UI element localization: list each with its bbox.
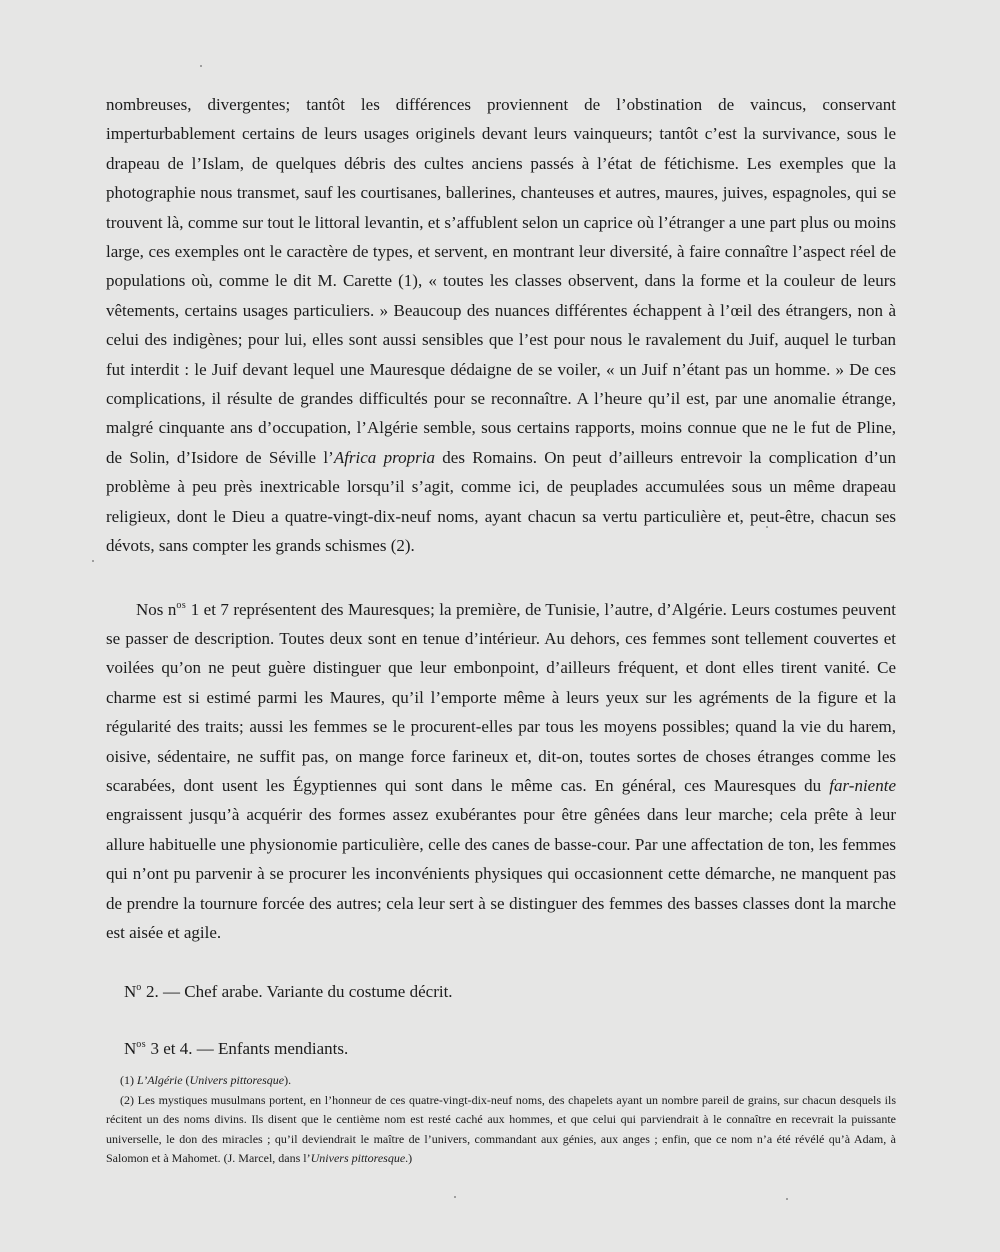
item-2-text: 2. — Chef arabe. Variante du costume décrit. <box>141 982 453 1002</box>
footnote-1 <box>106 1071 896 1091</box>
footnote-2-italic: Univers pittoresque <box>310 1151 406 1165</box>
item-2-superscript: o <box>136 982 142 994</box>
paper-speck <box>200 65 202 67</box>
footnote-1-source: Univers pittoresque <box>189 1073 285 1087</box>
paragraph-2 <box>106 591 896 948</box>
footnote-2-end: .) <box>405 1151 413 1165</box>
paragraph-1-text: nombreuses, divergentes; tantôt les différences proviennent de l’obstination de vaincus, conservant imperturbablement certains de leurs usages originels devant leurs vainqueurs; tantôt c’est la survivance, sous le drapeau de l’Islam, de quelques débris des cultes anciens passés à l’état de fétichisme. Les exemples que la photographie nous transmet, sauf les courtisanes, ballerines, chanteuses et autres, maures, juives, espagnoles, qui se trouvent là, comme sur tout le littoral levantin, et s’affublent selon un caprice où l’étranger a une part plus ou moins large, ces exemples ont le caractère de types, et servent, en montrant leur diversité, à faire connaître l’aspect réel de populations où, comme le dit M. Carette (1), « toutes les classes observent, dans la forme et la couleur de leurs vêtements, certains usages particuliers. » Beaucoup des nuances différentes échappent à l’œil des étrangers, non à celui des indigènes; pour lui, elles sont aussi sensibles que l’est pour nous le ravalement du Juif, auquel le turban fut interdit : le Juif devant lequel une Mauresque dédaigne de se voiler, « un Juif n’étant pas un homme. » De ces complications, il résulte de grandes difficultés pour se reconnaître. A l’heure qu’il est, par une anomalie étrange, malgré cinquante ans d’occupation, l’Algérie semble, sous certains rapports, moins connue que ne le fut de Pline, de Solin, d’Isidore de Séville l’ <box>106 95 896 467</box>
paragraph-2-italic: far-niente <box>829 775 896 795</box>
item-3-4-num: N <box>124 1038 137 1058</box>
item-3-4 <box>106 1030 896 1063</box>
footnote-2-text: (2) Les mystiques musulmans portent, en l’honneur de ces quatre-vingt-dix-neuf noms, des chapelets ayant un nombre pareil de grains, sur chacun desquels ils récitent un des noms divins. Ils disent que le centième nom est resté caché aux hommes, et que celui qui parviendrait à le connaître en recevrait la puissante universelle, le don des miracles ; qu’il deviendrait le maître de l’univers, commandant aux génies, aux anges ; enfin, que ce nom n’a été révélé qu’à Adam, à Salomon et à Mahomet. (J. Marcel, dans l’ <box>106 1092 896 1165</box>
paragraph-1-italic: Africa propria <box>333 447 435 467</box>
footnotes <box>106 1071 896 1169</box>
item-2 <box>106 973 896 1006</box>
footnote-1-num: (1) <box>120 1073 137 1087</box>
footnote-1-italic: L’Algérie <box>137 1073 183 1087</box>
paragraph-2-prefix: Nos n <box>136 599 177 619</box>
paper-speck <box>766 526 768 528</box>
paper-speck <box>454 1196 456 1198</box>
item-2-num: N <box>124 982 137 1002</box>
item-3-4-superscript: os <box>136 1038 147 1050</box>
paragraph-1 <box>106 90 896 561</box>
paragraph-1-end: des Romains. On peut d’ailleurs entrevoir la complication d’un problème à peu près inextricable lorsqu’il s’agit, comme ici, de peuplades accumulées sous un même drapeau religieux, dont le Dieu a quatre-vingt-dix-neuf noms, ayant chacun sa vertu particulière et, peut-être, chacun ses dévots, sans compter les grands schismes (2). <box>106 447 896 556</box>
paragraph-2-superscript: os <box>176 599 187 611</box>
footnote-1-open: ( <box>182 1073 190 1087</box>
paragraph-2-text-a: 1 et 7 représentent des Mauresques; la première, de Tunisie, l’autre, d’Algérie. Leurs costumes peuvent se passer de description. Toutes deux sont en tenue d’intérieur. Au dehors, ces femmes sont tellement couvertes et voilées qu’on ne peut guère distinguer que leur embonpoint, d’ailleurs fréquent, et dont elles tirent vanité. Ce charme est si estimé parmi les Maures, qu’il l’emporte même à leurs yeux sur les agréments de la figure et la régularité des traits; aussi les femmes se le procurent-elles par tous les moyens possibles; quand la vie du harem, oisive, sédentaire, ne suffit pas, on mange force farineux et, dit-on, toutes sortes de choses étranges comme les scarabées, dont usent les Égyptiennes qui sont dans le même cas. En général, ces Mauresques du <box>106 599 896 795</box>
paragraph-2-text-b: engraissent jusqu’à acquérir des formes assez exubérantes pour être gênées dans leur marche; cela prête à leur allure habituelle une physionomie particulière, celle des canes de basse-cour. Par une affectation de ton, les femmes qui n’ont pu parvenir à se procurer les inconvénients physiques qui occasionnent cette démarche, ne manquent pas de prendre la tournure forcée des autres; cela leur sert à se distinguer des femmes des basses classes dont la marche est aisée et agile. <box>106 805 896 942</box>
paper-speck <box>786 1198 788 1200</box>
footnote-1-close: ). <box>284 1073 292 1087</box>
main-text <box>106 90 896 1063</box>
footnote-2 <box>106 1091 896 1169</box>
paper-speck <box>92 560 94 562</box>
item-3-4-text: 3 et 4. — Enfants mendiants. <box>146 1038 349 1058</box>
